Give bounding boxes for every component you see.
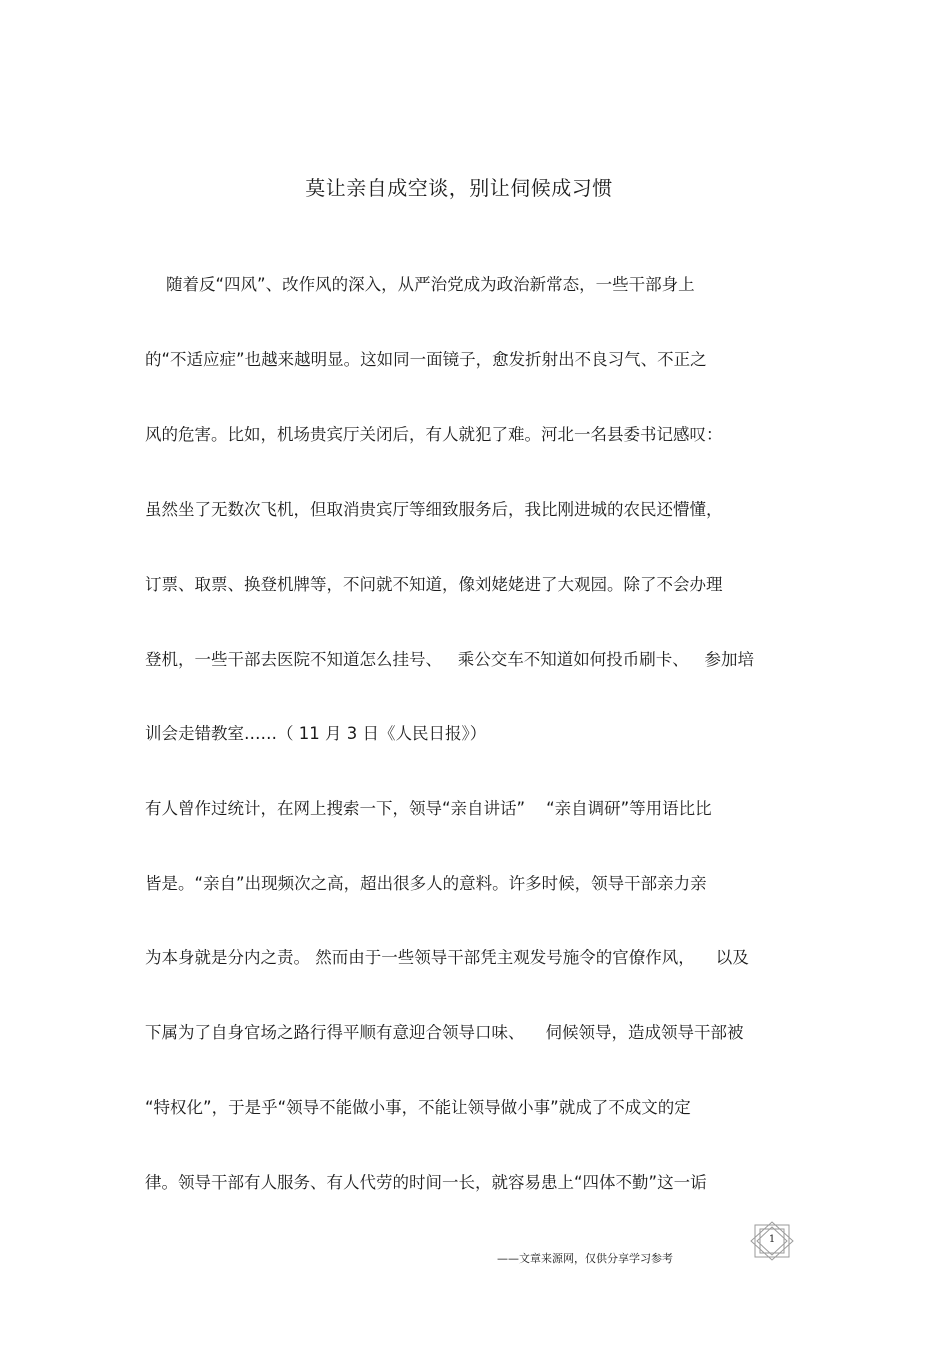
text-line: 登机，一些干部去医院不知道怎么挂号、 乘公交车不知道如何投币刷卡、 参加培 [145, 650, 754, 669]
text-line: 随着反“四风”、改作风的深入，从严治党成为政治新常态，一些干部身上 [145, 275, 695, 294]
source-note: ——文章来源网，仅供分享学习参考 [497, 1252, 673, 1265]
text-line: 虽然坐了无数次飞机，但取消贵宾厅等细致服务后，我比刚进城的农民还懵懂， [145, 500, 723, 519]
text-line: 为本身就是分内之责。 然而由于一些领导干部凭主观发号施令的官僚作风， 以及 [145, 948, 749, 967]
text-line: 有人曾作过统计，在网上搜索一下，领导“亲自讲话” “亲自调研”等用语比比 [145, 799, 712, 818]
text-line: 风的危害。比如，机场贵宾厅关闭后，有人就犯了难。河北一名县委书记感叹： [145, 425, 723, 444]
text-line: “特权化”，于是乎“领导不能做小事，不能让领导做小事”就成了不成文的定 [145, 1098, 691, 1117]
page-number: 1 [768, 1234, 776, 1245]
document-title: 莫让亲自成空谈，别让伺候成习惯 [305, 176, 613, 200]
page-number-badge [749, 1221, 795, 1261]
text-line: 订票、取票、换登机牌等，不问就不知道，像刘姥姥进了大观园。除了不会办理 [145, 575, 723, 594]
text-line: 的“不适应症”也越来越明显。这如同一面镜子，愈发折射出不良习气、不正之 [145, 350, 707, 369]
text-line: 律。领导干部有人服务、有人代劳的时间一长，就容易患上“四体不勤”这一诟 [145, 1173, 707, 1192]
text-line: 训会走错教室……（ 11 月 3 日《人民日报》） [145, 724, 487, 743]
text-line: 下属为了自身官场之路行得平顺有意迎合领导口味、 伺候领导，造成领导干部被 [145, 1023, 744, 1042]
text-line: 皆是。“亲自”出现频次之高，超出很多人的意料。许多时候，领导干部亲力亲 [145, 874, 707, 893]
